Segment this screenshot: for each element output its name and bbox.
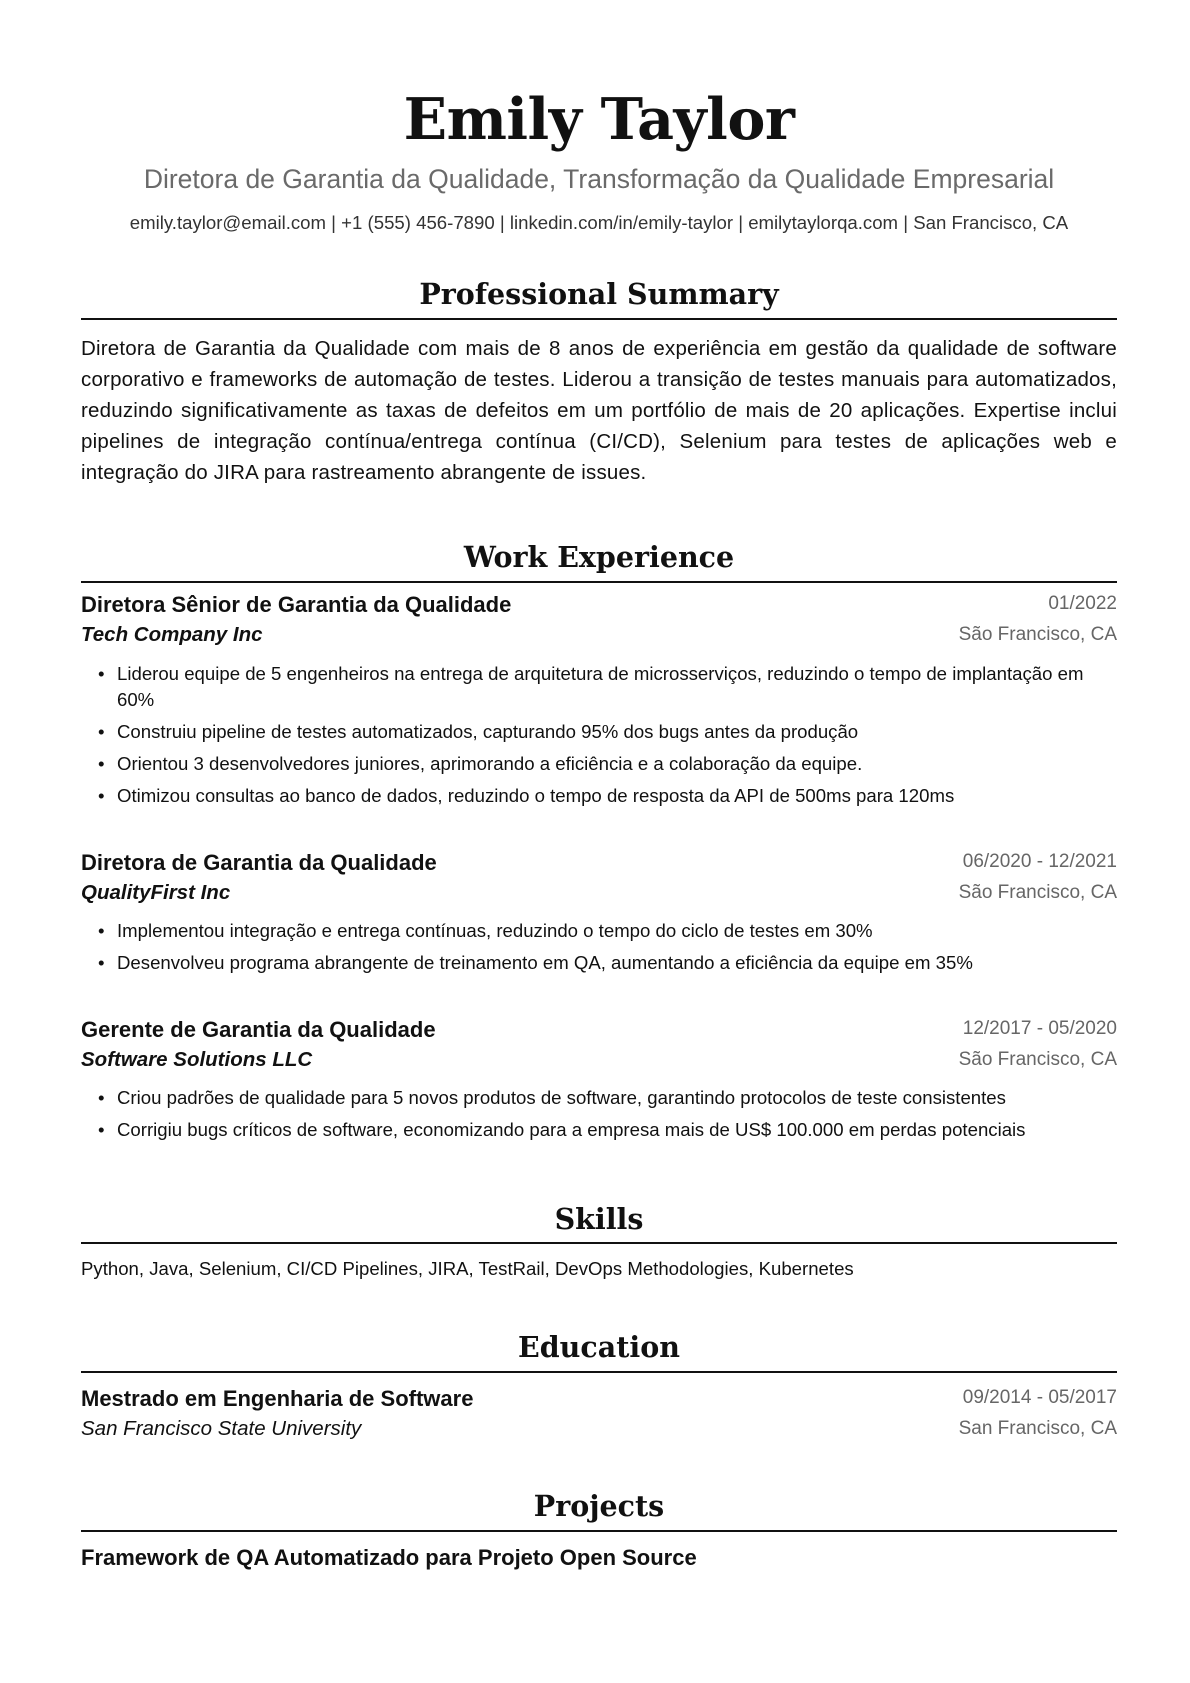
job-bullet: • Implementou integração e entrega contínuas, reduzindo o tempo do ciclo de testes em 30% [117,918,1117,944]
education-location: San Francisco, CA [958,1418,1117,1439]
skills-heading: Skills [554,1202,644,1236]
candidate-headline: Diretora de Garantia da Qualidade, Transformação da Qualidade Empresarial [143,164,1055,194]
education-date: 09/2014 - 05/2017 [962,1387,1117,1408]
project-title: Framework de QA Automatizado para Projeto Open Source [81,1545,697,1570]
experience-divider [81,581,1117,583]
skills-divider [81,1242,1117,1244]
job-company: QualityFirst Inc [81,881,231,904]
job-bullet: • Corrigiu bugs críticos de software, economizando para a empresa mais de US$ 100.000 em perdas potenciais [117,1117,1117,1143]
job-location: São Francisco, CA [958,882,1117,903]
job-date: 06/2020 - 12/2021 [962,851,1117,872]
summary-divider [81,318,1117,320]
summary-heading: Professional Summary [419,277,779,311]
job-bullet: • Desenvolveu programa abrangente de treinamento em QA, aumentando a eficiência da equipe em 35% [117,950,1117,976]
job-title: Diretora de Garantia da Qualidade [81,850,437,875]
job-date: 12/2017 - 05/2020 [962,1018,1117,1039]
job-location: São Francisco, CA [958,624,1117,645]
projects-divider [81,1530,1117,1532]
experience-heading: Work Experience [463,540,735,574]
job-title: Gerente de Garantia da Qualidade [81,1017,436,1042]
projects-heading: Projects [533,1489,665,1523]
education-divider [81,1371,1117,1373]
job-company: Software Solutions LLC [81,1048,313,1071]
education-heading: Education [518,1330,680,1364]
job-company: Tech Company Inc [81,623,263,646]
job-bullet: • Otimizou consultas ao banco de dados, reduzindo o tempo de resposta da API de 500ms para 120ms [117,783,1117,809]
job-bullet: • Criou padrões de qualidade para 5 novos produtos de software, garantindo protocolos de teste consistentes [117,1085,1117,1111]
job-title: Diretora Sênior de Garantia da Qualidade [81,592,512,617]
job-bullets [81,661,1117,815]
contact-line: emily.taylor@email.com | +1 (555) 456-7890 | linkedin.com/in/emily-taylor | emilytaylorqa.com | San Francisco, CA [129,212,1069,233]
job-bullets [81,1085,1117,1149]
job-bullet: • Construiu pipeline de testes automatizados, capturando 95% dos bugs antes da produção [117,719,1117,745]
job-bullet: • Orientou 3 desenvolvedores juniores, aprimorando a eficiência e a colaboração da equipe. [117,751,1117,777]
summary-text: Diretora de Garantia da Qualidade com mais de 8 anos de experiência em gestão da qualidade de software corporativo e frameworks de automação de testes. Liderou a transição de testes manuais para automatizados, reduzindo significativamente as taxas de defeitos em um portfólio de mais de 20 aplicações. Expertise inclui pipelines de integração contínua/entrega contínua (CI/CD), Selenium para testes de aplicações web e integração do JIRA para rastreamento abrangente de issues. [81,337,1117,484]
education-school: San Francisco State University [81,1417,362,1440]
job-location: São Francisco, CA [958,1049,1117,1070]
skills-list: Python, Java, Selenium, CI/CD Pipelines, JIRA, TestRail, DevOps Methodologies, Kubernetes [81,1258,854,1279]
education-degree: Mestrado em Engenharia de Software [81,1386,474,1411]
candidate-name: Emily Taylor [403,86,795,153]
job-date: 01/2022 [1048,593,1117,614]
job-bullets [81,918,1117,982]
job-bullet: • Liderou equipe de 5 engenheiros na entrega de arquitetura de microsserviços, reduzindo o tempo de implantação em 60% [117,661,1117,713]
